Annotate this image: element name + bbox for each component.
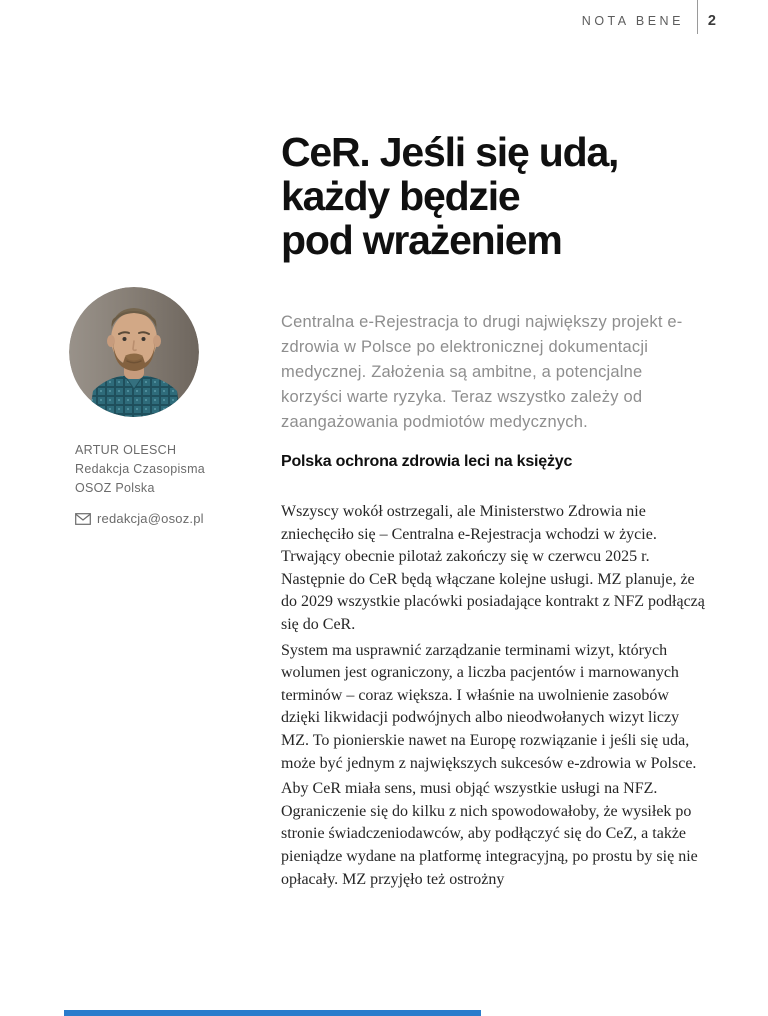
article-body <box>281 501 705 891</box>
author-email-text: redakcja@osoz.pl <box>97 511 204 526</box>
section-label: NOTA BENE <box>581 14 684 28</box>
header-divider <box>697 0 698 34</box>
portrait-illustration <box>69 287 199 417</box>
article-title <box>281 130 705 262</box>
body-paragraph: Aby CeR miała sens, musi objąć wszystkie usługi na NFZ. Ograniczenie się do kilku z nich spowodowałoby, że wysiłek po stronie świadczeniodawców, aby podłączyć się do CeZ, a także pieniądze wydane na platformę integracyjną, po prostu by się nie opłacały. MZ przyjęło też ostrożny <box>281 780 698 888</box>
body-paragraph: System ma usprawnić zarządzanie terminami wizyt, których wolumen jest ograniczony, a liczba pacjentów i marnowanych terminów – coraz większa. I właśnie na uwolnienie zasobów dzięki likwidacji podwójnych albo nieodwołanych wizyt liczy MZ. To pionierskie nawet na Europę rozwiązanie i jeśli się uda, może być jednym z największych sukcesów e-zdrowia w Polsce. <box>281 641 697 772</box>
author-role-line1: Redakcja Czasopisma <box>75 462 206 476</box>
author-name: ARTUR OLESCH <box>75 443 177 457</box>
title-line-3: pod wrażeniem <box>281 217 562 263</box>
article-column <box>281 130 705 891</box>
author-email-link[interactable] <box>75 511 204 526</box>
page-number: 2 <box>707 13 716 29</box>
page-header <box>582 0 716 34</box>
article-subheading: Polska ochrona zdrowia leci na księżyc <box>281 453 573 470</box>
title-line-1: CeR. Jeśli się uda, <box>281 129 619 175</box>
footer-accent-bar <box>64 1010 481 1016</box>
body-paragraph: Wszyscy wokół ostrzegali, ale Ministerstwo Zdrowia nie zniechęciło się – Centralna e-Rejestracja wchodzi w życie. Trwający obecnie pilotaż zakończy się w czerwcu 2025 r. Następnie do CeR będą włączane kolejne usługi. MZ planuje, że do 2029 wszystkie placówki posiadające kontrakt z NFZ podłączą się do CeR. <box>281 503 705 633</box>
author-role-line2: OSOZ Polska <box>75 481 155 495</box>
article-lede: Centralna e-Rejestracja to drugi największy projekt e-zdrowia w Polsce po elektronicznej dokumentacji medycznej. Założenia są ambitne, a potencjalne korzyści warte ryzyka. Teraz wszystko zależy od zaangażowania podmiotów medycznych. <box>281 313 683 431</box>
author-photo <box>69 287 199 417</box>
title-line-2: każdy będzie <box>281 173 520 219</box>
envelope-icon <box>75 513 91 525</box>
author-block <box>75 441 205 498</box>
